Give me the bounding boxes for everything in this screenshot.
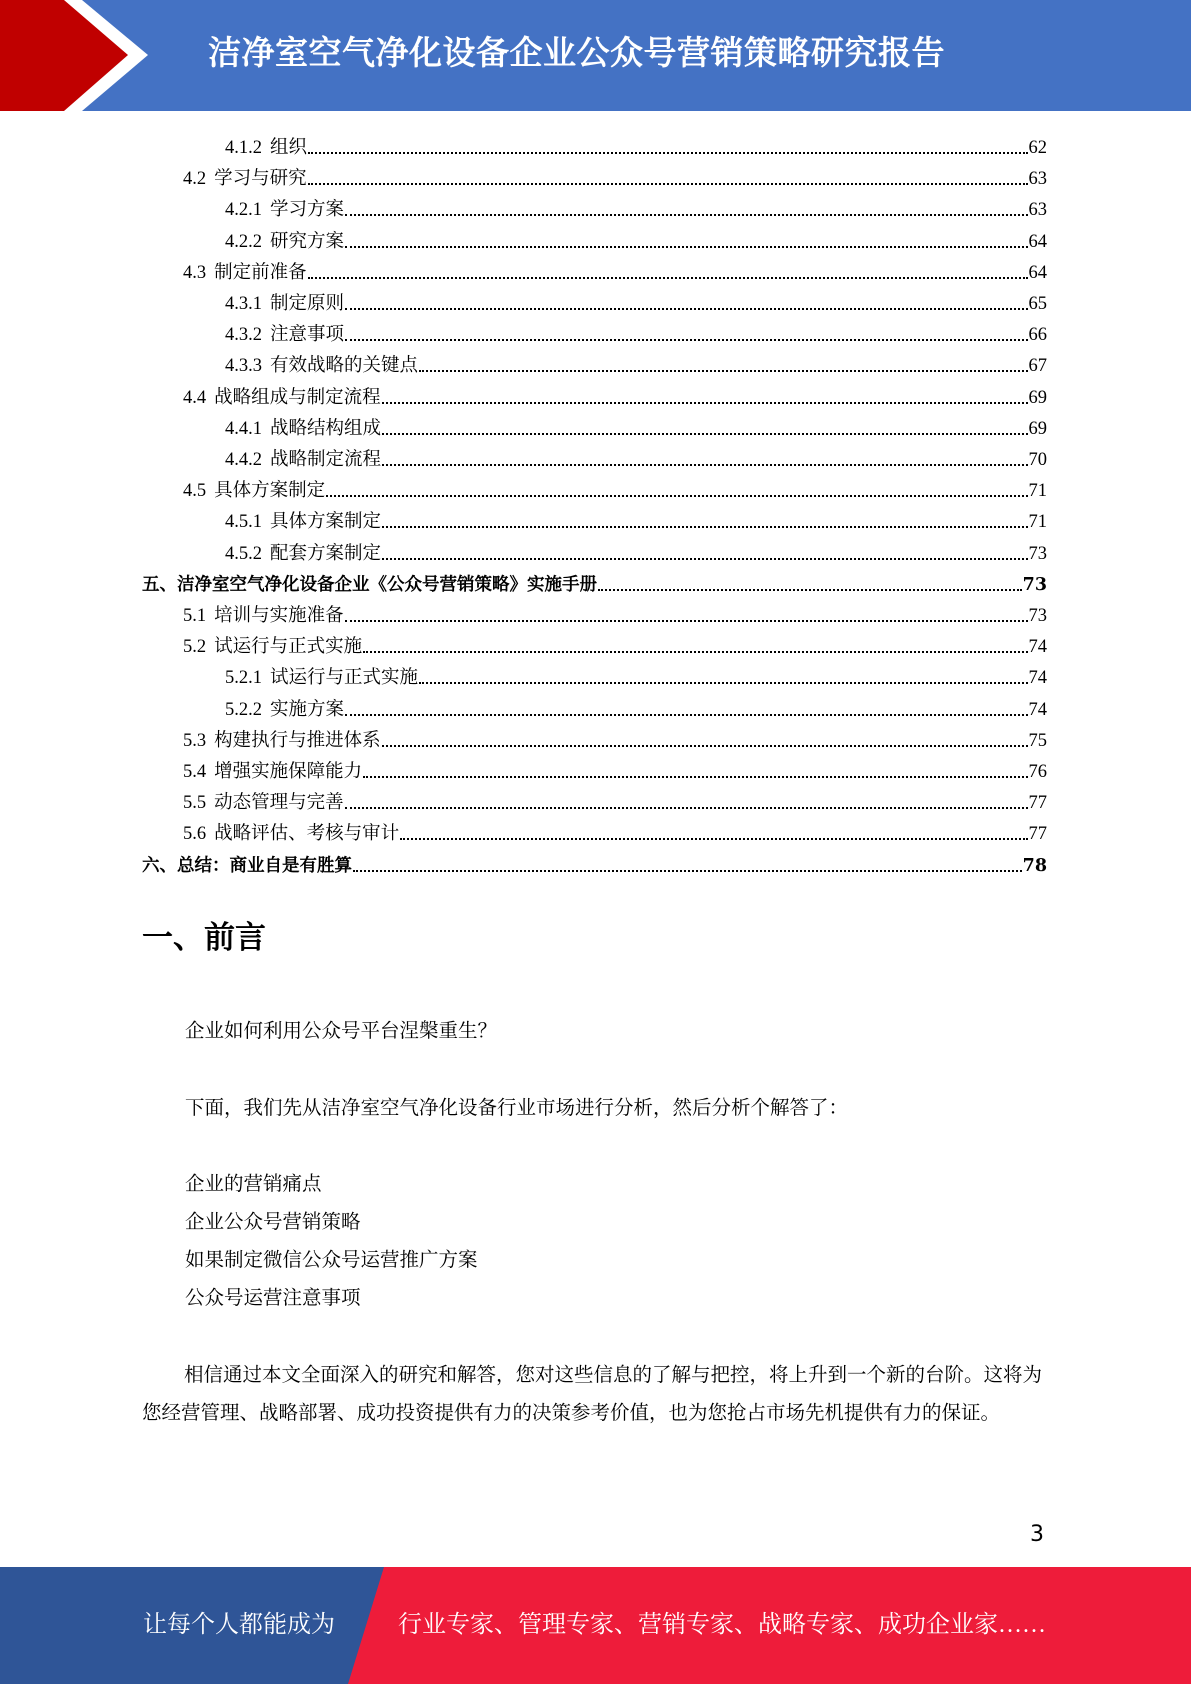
toc-entry-number: 5.5 (183, 793, 207, 813)
preface-intro: 下面，我们先从洁净室空气净化设备行业市场进行分析，然后分析个解答了： (185, 1098, 849, 1119)
toc-entry-page: 77 (1028, 824, 1047, 844)
toc-entry-number: 5.2.1 (225, 668, 262, 688)
toc-dot-leader (363, 651, 1027, 653)
preface-list-item: 企业公众号营销策略 (185, 1212, 361, 1233)
toc-entry-number: 4.2.1 (225, 200, 262, 220)
toc-entry-number: 5.1 (183, 606, 207, 626)
toc-entry-number: 4.4.2 (225, 450, 262, 470)
toc-entry-number: 五、 (142, 575, 177, 595)
preface-list-item: 如果制定微信公众号运营推广方案 (185, 1250, 478, 1271)
toc-entry-title: 制定原则 (270, 294, 345, 314)
toc-entry-number: 4.3 (183, 263, 207, 283)
toc-dot-leader (382, 402, 1028, 404)
toc-dot-leader (419, 682, 1027, 684)
preface-list-item: 企业的营销痛点 (185, 1174, 322, 1195)
toc-entry-number: 4.3.1 (225, 294, 262, 314)
toc-entry[interactable] (183, 627, 1047, 658)
toc-entry-number: 5.2 (183, 637, 207, 657)
preface-list-item: 公众号运营注意事项 (185, 1288, 361, 1309)
toc-entry-page: 64 (1028, 232, 1047, 252)
toc-entry[interactable] (225, 658, 1047, 689)
toc-dot-leader (419, 370, 1027, 372)
preface-question: 企业如何利用公众号平台涅槃重生？ (185, 1021, 498, 1042)
toc-entry-page: 65 (1028, 294, 1047, 314)
toc-entry-page: 74 (1028, 637, 1047, 657)
toc-entry[interactable] (183, 471, 1047, 502)
toc-entry-title: 注意事项 (270, 325, 345, 345)
toc-dot-leader (598, 589, 1022, 591)
toc-entry[interactable] (183, 721, 1047, 752)
toc-dot-leader (345, 214, 1027, 216)
toc-entry[interactable] (183, 596, 1047, 627)
toc-entry-number: 4.5.2 (225, 544, 262, 564)
toc-entry-page: 69 (1028, 419, 1047, 439)
toc-entry-page: 67 (1028, 356, 1047, 376)
toc-dot-leader (345, 714, 1027, 716)
toc-entry-page: 76 (1028, 762, 1047, 782)
toc-entry-number: 5.2.2 (225, 700, 262, 720)
toc-dot-leader (353, 870, 1022, 872)
toc-entry-title: 战略制定流程 (270, 450, 382, 470)
toc-entry[interactable] (183, 253, 1047, 284)
toc-entry-title: 制定前准备 (214, 263, 307, 283)
report-title: 洁净室空气净化设备企业公众号营销策略研究报告 (208, 33, 945, 72)
toc-dot-leader (345, 807, 1028, 809)
toc-entry-title: 学习与研究 (214, 169, 307, 189)
toc-entry-title: 学习方案 (270, 200, 345, 220)
toc-dot-leader (308, 152, 1027, 154)
toc-entry-title: 构建执行与推进体系 (214, 731, 381, 751)
toc-entry-title: 研究方案 (270, 232, 345, 252)
toc-entry-page: 71 (1028, 481, 1047, 501)
toc-entry-number: 4.1.2 (225, 138, 262, 158)
toc-entry[interactable] (225, 502, 1047, 533)
toc-entry-title: 战略结构组成 (270, 419, 382, 439)
toc-entry-title: 培训与实施准备 (214, 606, 344, 626)
toc-entry-page: 64 (1028, 263, 1047, 283)
toc-entry-title: 洁净室空气净化设备企业《公众号营销策略》实施手册 (177, 575, 597, 595)
toc-entry-page: 73 (1022, 575, 1047, 595)
toc-entry[interactable] (225, 690, 1047, 721)
toc-dot-leader (400, 838, 1027, 840)
toc-dot-leader (345, 246, 1027, 248)
toc-entry-page: 62 (1028, 138, 1047, 158)
toc-entry-number: 4.3.2 (225, 325, 262, 345)
toc-entry[interactable] (225, 409, 1047, 440)
toc-entry-page: 77 (1028, 793, 1047, 813)
toc-dot-leader (382, 464, 1027, 466)
toc-entry-page: 70 (1028, 450, 1047, 470)
toc-entry[interactable] (142, 565, 1047, 596)
toc-entry-number: 4.2.2 (225, 232, 262, 252)
page-header (0, 0, 1191, 111)
toc-entry-page: 63 (1028, 169, 1047, 189)
toc-entry-title: 具体方案制定 (270, 512, 382, 532)
toc-entry[interactable] (225, 222, 1047, 253)
toc-entry[interactable] (183, 783, 1047, 814)
toc-entry[interactable] (183, 814, 1047, 845)
toc-entry-number: 5.3 (183, 731, 207, 751)
page-footer (0, 1567, 1191, 1684)
toc-entry[interactable] (225, 315, 1047, 346)
toc-entry-number: 5.4 (183, 762, 207, 782)
toc-entry-title: 动态管理与完善 (214, 793, 344, 813)
toc-dot-leader (345, 620, 1028, 622)
toc-entry-title: 有效战略的关键点 (270, 356, 419, 376)
toc-dot-leader (382, 745, 1028, 747)
toc-entry-title: 试运行与正式实施 (270, 668, 419, 688)
toc-entry-number: 5.6 (183, 824, 207, 844)
toc-entry-title: 总结：商业自是有胜算 (177, 856, 352, 876)
toc-dot-leader (382, 558, 1027, 560)
toc-entry[interactable] (183, 752, 1047, 783)
toc-entry-title: 配套方案制定 (270, 544, 382, 564)
toc-dot-leader (363, 776, 1027, 778)
toc-entry-page: 71 (1028, 512, 1047, 532)
toc-entry-page: 74 (1028, 700, 1047, 720)
toc-entry[interactable] (225, 128, 1047, 159)
toc-entry-title: 战略评估、考核与审计 (214, 824, 400, 844)
toc-entry-number: 4.5 (183, 481, 207, 501)
toc-entry-title: 组织 (270, 138, 308, 158)
toc-entry[interactable] (225, 440, 1047, 471)
toc-dot-leader (382, 433, 1027, 435)
toc-dot-leader (308, 277, 1028, 279)
section-heading: 一、前言 (142, 920, 266, 956)
footer-slogan-left: 让每个人都能成为 (143, 1612, 335, 1638)
toc-entry-number: 4.4.1 (225, 419, 262, 439)
toc-entry-page: 63 (1028, 200, 1047, 220)
toc-entry-page: 75 (1028, 731, 1047, 751)
toc-entry-number: 4.4 (183, 388, 207, 408)
toc-entry-title: 战略组成与制定流程 (214, 388, 381, 408)
toc-entry-number: 4.5.1 (225, 512, 262, 532)
toc-entry[interactable] (225, 190, 1047, 221)
toc-entry-page: 78 (1022, 856, 1047, 876)
toc-entry-title: 试运行与正式实施 (214, 637, 363, 657)
toc-entry-number: 4.3.3 (225, 356, 262, 376)
toc-entry-page: 73 (1028, 544, 1047, 564)
toc-dot-leader (382, 526, 1027, 528)
toc-entry[interactable] (142, 846, 1047, 877)
preface-closing-paragraph: 相信通过本文全面深入的研究和解答，您对这些信息的了解与把控，将上升到一个新的台阶。这将为您经营管理、战略部署、成功投资提供有力的决策参考价值，也为您抢占市场先机提供有力的保证。 (142, 1365, 1043, 1424)
toc-dot-leader (345, 339, 1027, 341)
toc-dot-leader (345, 308, 1027, 310)
page-number: 3 (1030, 1522, 1044, 1547)
toc-entry[interactable] (225, 534, 1047, 565)
toc-entry[interactable] (225, 284, 1047, 315)
toc-entry-title: 实施方案 (270, 700, 345, 720)
toc-entry-page: 66 (1028, 325, 1047, 345)
footer-slogan-right: 行业专家、管理专家、营销专家、战略专家、成功企业家…… (398, 1612, 1046, 1638)
toc-entry[interactable] (183, 159, 1047, 190)
toc-dot-leader (326, 495, 1027, 497)
toc-entry-number: 六、 (142, 856, 177, 876)
toc-entry-title: 增强实施保障能力 (214, 762, 363, 782)
toc-entry-page: 74 (1028, 668, 1047, 688)
toc-entry-number: 4.2 (183, 169, 207, 189)
toc-entry-title: 具体方案制定 (214, 481, 326, 501)
toc-dot-leader (308, 183, 1028, 185)
toc-entry-page: 73 (1028, 606, 1047, 626)
toc-entry-page: 69 (1028, 388, 1047, 408)
toc-entry[interactable] (183, 378, 1047, 409)
toc-entry[interactable] (225, 346, 1047, 377)
